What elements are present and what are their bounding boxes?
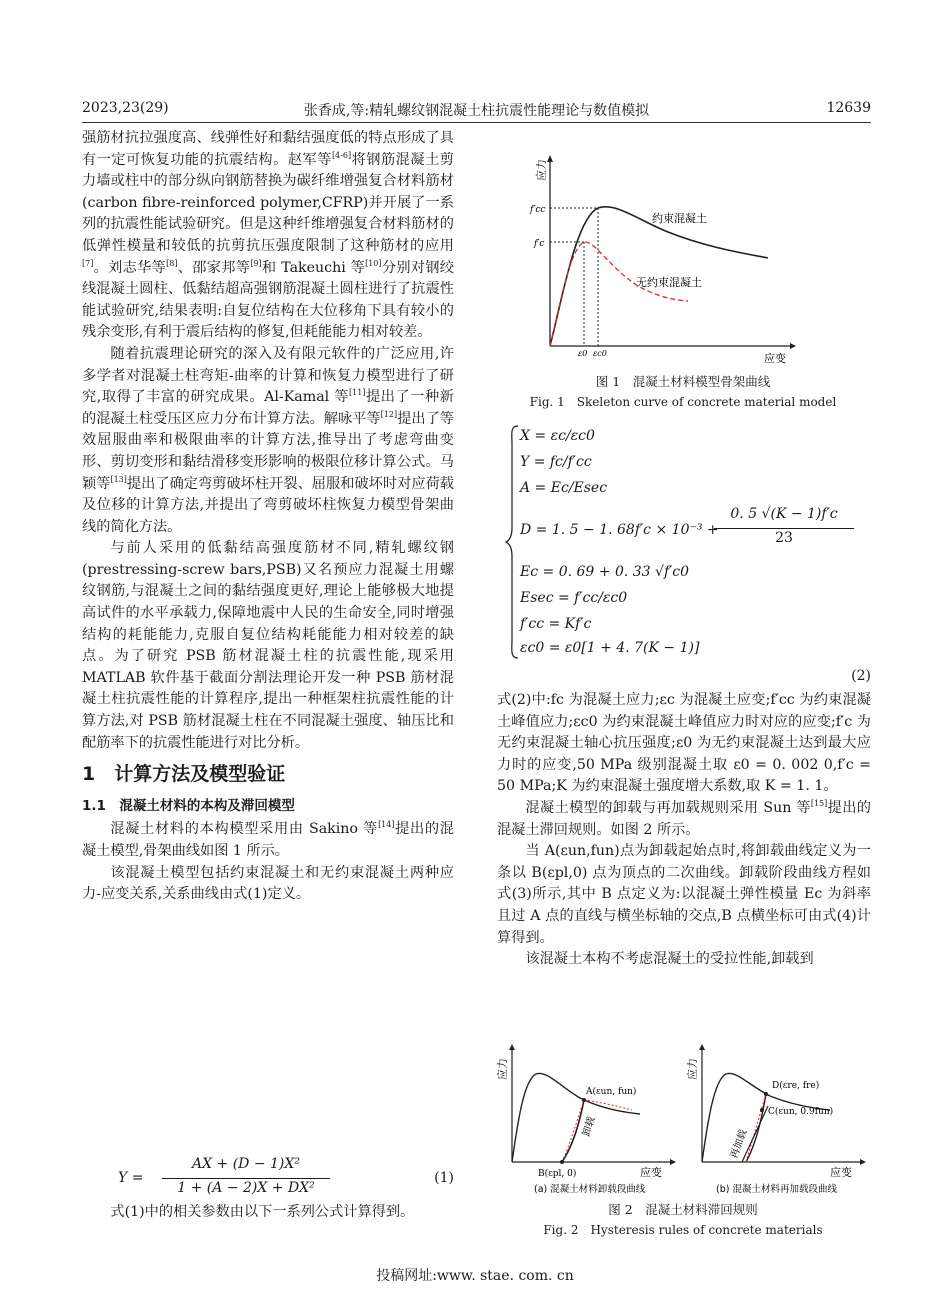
a-label-unloading: 卸载 <box>580 1115 598 1138</box>
a-x-label: 应变 <box>640 1166 662 1179</box>
equation-1 <box>110 1158 454 1202</box>
figure-2-caption-cn: 图 2 混凝土材料滞回规则 <box>608 1202 758 1217</box>
a-label-point-b: B(εpl, 0) <box>538 1169 577 1179</box>
header-issue: 2023,23(29) <box>82 100 169 116</box>
confined-label: 约束混凝土 <box>652 212 707 225</box>
citation: [12] <box>380 409 398 419</box>
figure-1 <box>528 140 798 370</box>
eq1-denominator: 1 + (A − 2)X + DX² <box>177 1180 315 1196</box>
eq2-row-fcc: f′cc = Kf′c <box>520 616 592 632</box>
citation: [13] <box>110 474 127 484</box>
citation: [15] <box>810 798 828 808</box>
b-point-d <box>764 1092 768 1096</box>
figure-2-caption <box>495 1200 871 1240</box>
citation: [7] <box>82 258 94 268</box>
a-unloading-ref <box>562 1100 584 1162</box>
b-point-c <box>760 1108 764 1112</box>
a-subcaption: (a) 混凝土材料卸载段曲线 <box>534 1184 646 1195</box>
b-label-point-d: D(εre, fre) <box>772 1081 820 1091</box>
eq2-row-esec: Esec = f′cc/εc0 <box>520 590 628 606</box>
e0-label: ε0 <box>578 349 588 358</box>
eq1-fraction-bar <box>162 1178 330 1179</box>
citation: [4-6] <box>331 150 352 160</box>
b-label-reloading: 再加载 <box>728 1128 750 1161</box>
footer-submission-url: 投稿网址:www. stae. com. cn <box>376 1268 574 1284</box>
b-x-axis-arrow <box>860 1159 866 1165</box>
eq2-d-fraction-bar <box>714 528 854 529</box>
eq2-row-ec: Ec = 0. 69 + 0. 33 √f′c0 <box>520 564 690 580</box>
eq2-row-y: Y = fc/f′cc <box>520 454 592 470</box>
skeleton-curve-chart <box>528 140 798 370</box>
x-axis-label: 应变 <box>764 352 786 365</box>
subsection-heading-1-1: 1.1 混凝土材料的本构及滞回模型 <box>82 797 295 814</box>
eq2-row-d: D = 1. 5 − 1. 68f′c × 10⁻³ + <box>520 522 719 538</box>
b-subcaption: (b) 混凝土材料再加载段曲线 <box>716 1184 837 1195</box>
b-y-label: 应力 <box>686 1058 699 1080</box>
running-header <box>82 96 871 123</box>
subfigure-a <box>495 1044 676 1195</box>
a-y-axis-arrow <box>509 1044 515 1050</box>
citation: [14] <box>378 820 395 830</box>
figure-1-caption-cn: 图 1 混凝土材料模型骨架曲线 <box>595 374 771 389</box>
eq1-numerator: AX + (D − 1)X² <box>192 1156 300 1172</box>
a-point-a <box>582 1098 586 1102</box>
b-y-axis-arrow <box>699 1044 705 1050</box>
hysteresis-chart <box>490 1040 874 1200</box>
eq2-tag: (2) <box>851 668 871 684</box>
subfigure-b <box>685 1044 866 1195</box>
citation: [10] <box>365 258 382 268</box>
figure-2-caption-en: Fig. 2 Hysteresis rules of concrete materials <box>543 1223 823 1237</box>
right-paragraph-4: 该混凝土本构不考虑混凝土的受拉性能,卸载到 <box>525 951 814 968</box>
paragraph-5: 该混凝土模型包括约束混凝土和无约束混凝土两种应力-应变关系,关系曲线由式(1)定义。 <box>82 864 454 903</box>
eq2-d-denominator: 23 <box>775 530 793 546</box>
right-paragraph-2: 混凝土模型的卸载与再加载规则采用 Sun 等[15]提出的混凝土滞回规则。如图 2 所示。 <box>497 798 871 838</box>
eq2-d-numerator: 0. 5 √(K − 1)f′c <box>730 506 838 522</box>
eq2-row-a: A = Ec/Esec <box>520 480 608 496</box>
citation: [8] <box>166 258 178 268</box>
a-point-b <box>560 1160 564 1164</box>
x-axis-arrow <box>790 343 796 349</box>
citation: [9] <box>250 258 262 268</box>
eq2-row-x: X = εc/εc0 <box>520 428 595 444</box>
a-x-axis-arrow <box>670 1159 676 1165</box>
left-column-end <box>82 1202 454 1224</box>
paragraph-2: 随着抗震理论研究的深入及有限元软件的广泛应用,许多学者对混凝土柱弯矩-曲率的计算和恢复力模型进行了研究,取得了丰富的研究成果。Al-Kamal 等[11]提出了一种新的混凝土柱受压区应力分布计算方法。解咏平等[12]提出了等效屈服曲率和极限曲率的计算方法,推导出了考虑弯曲变形、剪切变形和黏结滑移变形影响的极限位移计算公式。马颖等[13]提出了确定弯剪破坏柱开裂、屈服和破坏时对应荷载及位移的计算方法,并提出了弯剪破坏柱恢复力模型骨架曲线的简化方法。 <box>82 345 454 535</box>
paragraph-6: 式(1)中的相关参数由以下一系列公式计算得到。 <box>110 1204 415 1220</box>
right-paragraph-3: 当 A(εun,fun)点为卸载起始点时,将卸载曲线定义为一条以 B(εpl,0) 点为顶点的二次曲线。卸载阶段曲线方程如式(3)所示,其中 B 点定义为:以混凝土弹性模量 Ec 为斜率且过 A 点的直线与横坐标轴的交点,B 点横坐标可由式(4)计算得到。 <box>497 843 871 946</box>
ec0-label: εc0 <box>593 349 607 358</box>
header-page-number: 12639 <box>826 100 871 116</box>
paragraph-3: 与前人采用的低黏结高强度筋材不同,精轧螺纹钢(prestressing-screw bars,PSB)又名预应力混凝土用螺纹钢筋,与混凝土之间的黏结强度更好,理论上能够极大地提高试件的水平承载力,保障地震中人民的生命安全,同时增强结构的耗能能力,克服自复位结构耗能能力相对较差的缺点。为了研究 PSB 筋材混凝土柱的抗震性能,现采用 MATLAB 软件基于截面分割法理论开发一种 PSB 筋材混凝土柱抗震性能的计算程序,提出一种框架柱抗震性能的计算方法,对 PSB 筋材混凝土柱在不同混凝土强度、轴压比和配筋率下的抗震性能进行对比分析。 <box>82 540 454 751</box>
figure-2 <box>490 1040 874 1200</box>
paragraph-4: 混凝土材料的本构模型采用由 Sakino 等[14]提出的混凝土模型,骨架曲线如图 1 所示。 <box>82 820 454 859</box>
equation-2 <box>500 424 871 686</box>
eq1-tag: (1) <box>434 1170 454 1186</box>
fc-label: f′c <box>534 239 545 249</box>
eq1-lhs: Y = <box>118 1170 144 1186</box>
b-label-point-c: C(εun, 0.9fun) <box>768 1107 834 1117</box>
unconfined-label: 无约束混凝土 <box>636 276 702 289</box>
paragraph-1: 强筋材抗拉强度高、线弹性好和黏结强度低的特点形成了具有一定可恢复功能的抗震结构。赵军等[4-6]将钢筋混凝土剪力墙或柱中的部分纵向钢筋替换为碳纤维增强复合材料筋材(carbon fibre-reinforced polymer,CFRP)并开展了一系列的抗震性能试验研究。但是这种纤维增强复合材料筋材的低弹性模量和较低的抗剪抗压强度限制了这种筋材的应用[7]。刘志华等[8]、邵家邦等[9]和 Takeuchi 等[10]分别对钢绞线混凝土圆柱、低黏结超高强钢筋混凝土圆柱进行了抗震性能试验研究,结果表明:自复位结构在大位移角下具有较小的残余变形,有利于震后结构的修复,但耗能能力相对较差。 <box>82 130 454 341</box>
a-label-point-a: A(εun, fun) <box>586 1087 637 1097</box>
left-column <box>82 128 454 906</box>
y-axis-label: 应力 <box>535 159 548 181</box>
section-heading-1: 1 计算方法及模型验证 <box>82 763 286 786</box>
figure-1-caption-en: Fig. 1 Skeleton curve of concrete material model <box>529 395 837 409</box>
citation: [11] <box>349 388 366 398</box>
eq2-row-ec0: εc0 = ε0[1 + 4. 7(K − 1)] <box>520 640 700 656</box>
figure-1-caption <box>495 372 871 412</box>
fcc-label: f′cc <box>530 205 546 215</box>
right-paragraph-1: 式(2)中:fc 为混凝土应力;εc 为混凝土应变;f′cc 为约束混凝土峰值应力;εc0 为约束混凝土峰值应力时对应的应变;f′c 为无约束混凝土轴心抗压强度;ε0 为无约束混凝土达到最大应力时的应变,50 MPa 级别混凝土取 ε0 = 0. 002 0,f′c = 50 MPa;K 为约束混凝土强度增大系数,取 K = 1. 1。 <box>497 692 871 795</box>
header-title: 张香成,等:精轧螺纹钢混凝土柱抗震性能理论与数值模拟 <box>303 103 650 119</box>
b-reloading-curve <box>746 1094 766 1162</box>
unconfined-concrete-curve <box>550 242 688 346</box>
right-column <box>497 690 871 971</box>
a-y-label: 应力 <box>496 1058 509 1080</box>
b-x-label: 应变 <box>830 1166 852 1179</box>
